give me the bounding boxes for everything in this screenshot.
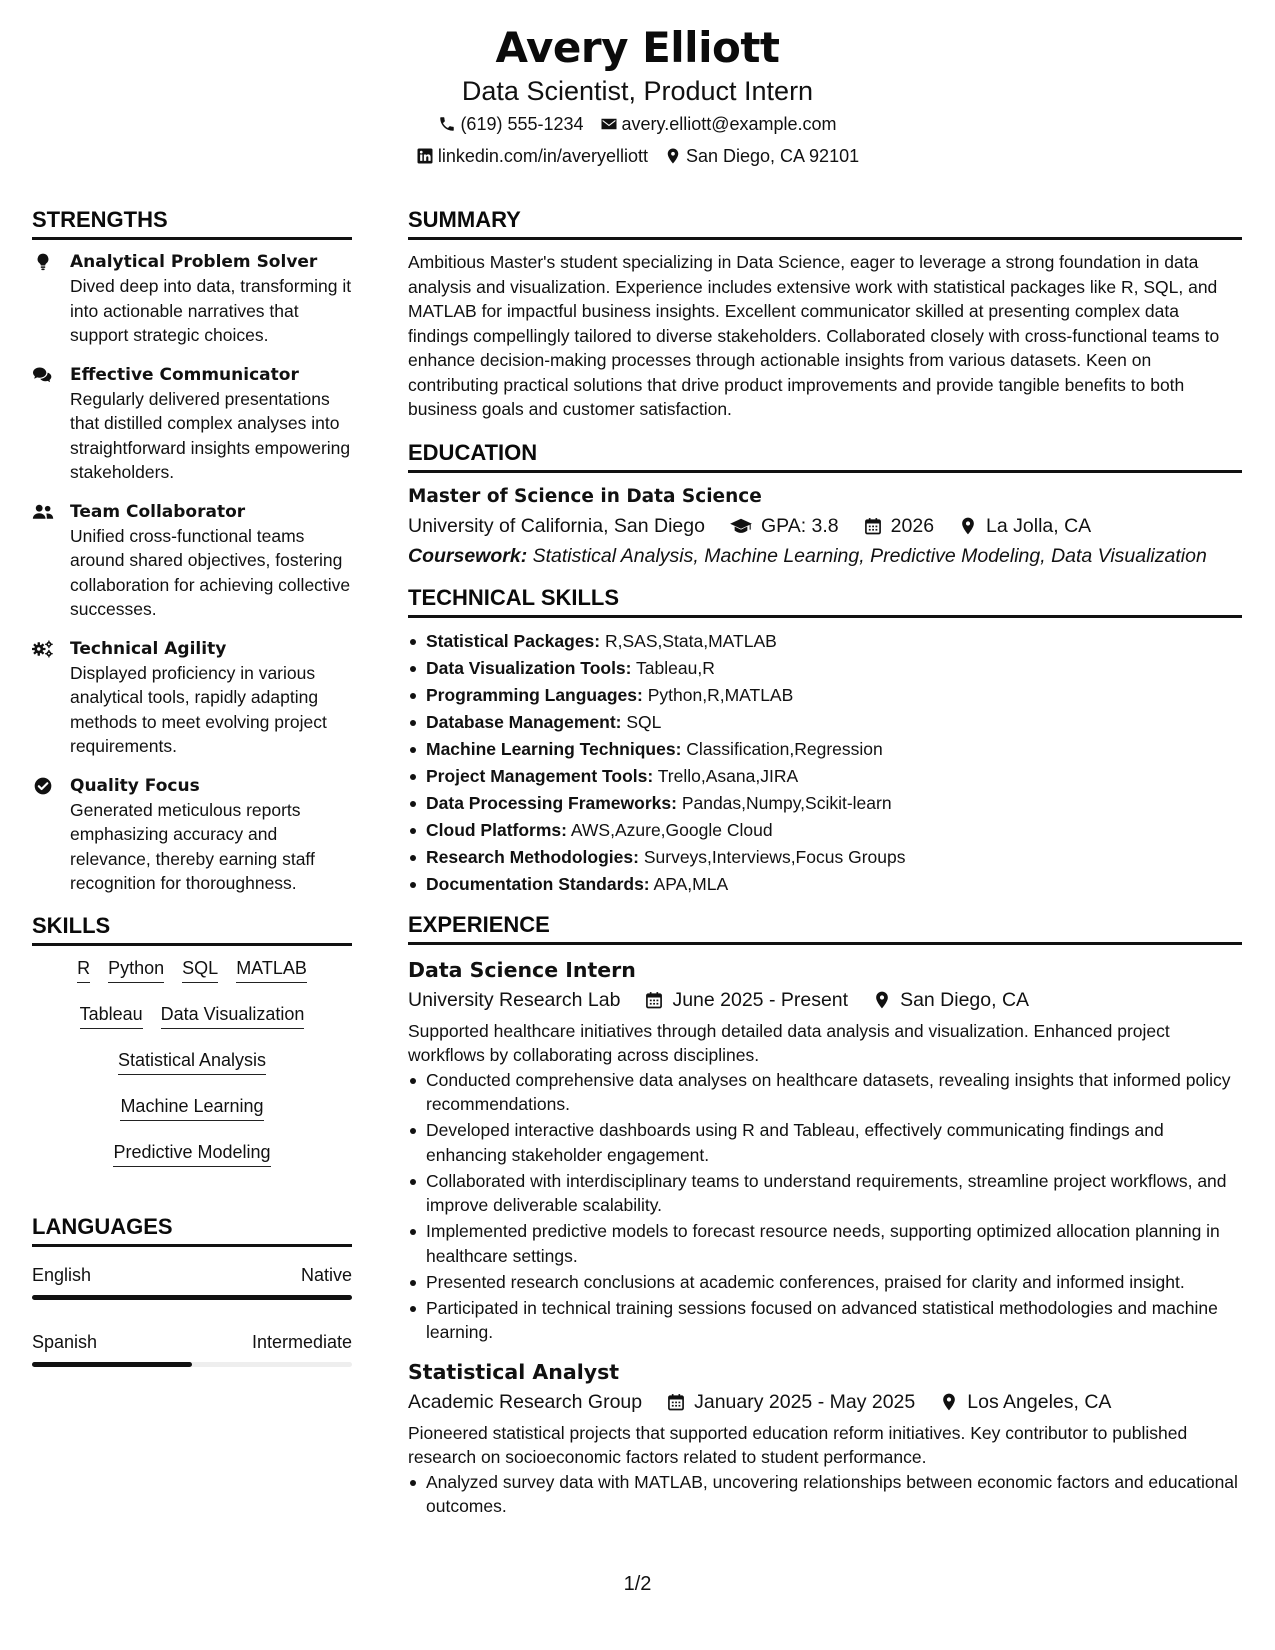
skills-heading: SKILLS — [32, 911, 352, 946]
list-item — [408, 763, 1242, 790]
degree-title: Master of Science in Data Science — [408, 485, 762, 507]
skill-tag: MATLAB — [236, 956, 307, 983]
job-meta — [408, 985, 1242, 1015]
right-column — [408, 205, 1242, 1531]
skill-values: R,SAS,Stata,MATLAB — [605, 630, 777, 651]
skill-tag: SQL — [182, 956, 218, 983]
job-location: Los Angeles, CA — [967, 1390, 1112, 1413]
skill-values: Classification,Regression — [686, 738, 883, 759]
check-circle-icon — [32, 776, 54, 796]
skill-category: Database Management: — [426, 711, 622, 732]
job-bullets — [408, 1470, 1242, 1519]
list-item: Conducted comprehensive data analyses on healthcare datasets, revealing insights that informed policy recommendations. — [408, 1068, 1242, 1117]
skill-tag: R — [77, 956, 90, 983]
strength-title: Analytical Problem Solver — [70, 252, 318, 272]
skill-tag: Python — [108, 956, 164, 983]
technical-skills-list — [408, 628, 1242, 898]
strength-desc: Displayed proficiency in various analytical tools, rapidly adapting methods to meet evolving project requirements. — [70, 662, 327, 756]
summary-heading: SUMMARY — [408, 205, 1242, 240]
strength-desc: Unified cross-functional teams around shared objectives, fostering collaboration for achieving collective successes. — [70, 525, 351, 619]
strength-item — [32, 363, 352, 485]
coursework-label: Coursework: — [408, 544, 528, 567]
skill-tag: Predictive Modeling — [113, 1140, 270, 1167]
skill-values: Surveys,Interviews,Focus Groups — [643, 846, 906, 867]
language-name: Spanish — [32, 1331, 98, 1352]
email-text: avery.elliott@example.com — [621, 114, 837, 134]
location-text: San Diego, CA 92101 — [685, 146, 860, 166]
language-level: Native — [300, 1264, 352, 1285]
graduation-year: 2026 — [890, 514, 935, 537]
list-item — [408, 682, 1242, 709]
skill-values: Trello,Asana,JIRA — [657, 765, 799, 786]
education-heading: EDUCATION — [408, 438, 1242, 473]
strengths-heading: STRENGTHS — [32, 205, 352, 240]
language-bar — [32, 1362, 352, 1367]
users-icon — [32, 502, 54, 522]
left-column — [32, 205, 352, 1385]
phone-contact[interactable] — [438, 108, 583, 140]
job-meta — [408, 1387, 1242, 1417]
job-dates: June 2025 - Present — [672, 988, 849, 1011]
skill-tag: Statistical Analysis — [118, 1048, 266, 1075]
skill-category: Statistical Packages: — [426, 630, 601, 651]
school-location: La Jolla, CA — [986, 514, 1092, 537]
map-marker-icon — [958, 516, 978, 536]
list-item — [408, 817, 1242, 844]
language-item — [32, 1263, 352, 1300]
skill-category: Documentation Standards: — [426, 873, 650, 894]
skill-tag: Tableau — [80, 1002, 143, 1029]
strength-item — [32, 500, 352, 622]
job-title: Data Science Intern — [408, 957, 636, 982]
map-marker-icon — [939, 1392, 959, 1412]
coursework-text: Statistical Analysis, Machine Learning, Predictive Modeling, Data Visualization — [532, 544, 1207, 567]
skill-values: Python,R,MATLAB — [647, 684, 794, 705]
job-description: Supported healthcare initiatives through detailed data analysis and visualization. Enhanced project workflows by collaborating across disciplines. — [408, 1020, 1170, 1065]
job-dates: January 2025 - May 2025 — [694, 1390, 916, 1413]
comments-icon — [32, 365, 54, 385]
calendar-icon — [644, 990, 664, 1010]
strengths-list — [32, 250, 352, 896]
job-title: Statistical Analyst — [408, 1359, 620, 1384]
list-item: Participated in technical training sessions focused on advanced statistical methodologies and machine learning. — [408, 1296, 1242, 1345]
calendar-icon — [666, 1392, 686, 1412]
phone-text: (619) 555-1234 — [460, 114, 584, 134]
school-name: University of California, San Diego — [408, 514, 705, 537]
list-item: Implemented predictive models to forecast resource needs, supporting optimized allocation planning in healthcare settings. — [408, 1219, 1242, 1268]
list-item — [408, 709, 1242, 736]
strength-item — [32, 774, 352, 896]
candidate-title: Data Scientist, Product Intern — [461, 76, 814, 106]
language-level: Intermediate — [251, 1331, 352, 1352]
email-contact[interactable] — [600, 108, 837, 140]
skill-values: APA,MLA — [653, 873, 729, 894]
location-contact — [664, 140, 859, 172]
job-org: University Research Lab — [408, 988, 621, 1011]
map-marker-icon — [872, 990, 892, 1010]
skill-category: Machine Learning Techniques: — [426, 738, 682, 759]
gpa-text: GPA: 3.8 — [760, 514, 839, 537]
list-item: Analyzed survey data with MATLAB, uncovering relationships between economic factors and educational outcomes. — [408, 1470, 1242, 1519]
skill-values: AWS,Azure,Google Cloud — [570, 819, 773, 840]
skill-tag: Machine Learning — [120, 1094, 263, 1121]
job-description: Pioneered statistical projects that supported education reform initiatives. Key contributor to published research on socioeconomic factors related to student performance. — [408, 1422, 1188, 1467]
candidate-name: Avery Elliott — [495, 23, 780, 72]
gears-icon — [32, 639, 54, 659]
job-entry — [408, 955, 1242, 1345]
list-item: Presented research conclusions at academic conferences, praised for clarity and informed insight. — [408, 1270, 1242, 1295]
list-item — [408, 790, 1242, 817]
skill-category: Programming Languages: — [426, 684, 643, 705]
lightbulb-icon — [32, 252, 54, 272]
strength-item — [32, 250, 352, 348]
skill-category: Cloud Platforms: — [426, 819, 567, 840]
job-location: San Diego, CA — [900, 988, 1030, 1011]
list-item: Developed interactive dashboards using R and Tableau, effectively communicating findings and enhancing stakeholder engagement. — [408, 1118, 1242, 1167]
page-number: 1/2 — [623, 1573, 652, 1595]
job-bullets — [408, 1068, 1242, 1345]
list-item — [408, 871, 1242, 898]
job-entry — [408, 1357, 1242, 1519]
list-item — [408, 628, 1242, 655]
linkedin-contact[interactable] — [416, 140, 648, 172]
envelope-icon — [600, 115, 618, 133]
strength-title: Team Collaborator — [70, 501, 246, 522]
skill-category: Project Management Tools: — [426, 765, 654, 786]
contact-row-1 — [0, 108, 1275, 140]
summary-text: Ambitious Master's student specializing in Data Science, eager to leverage a strong foundation in data analysis and visualization. Experience includes extensive work with statistical packages like R, SQL, and MATLAB for impactful business insights. Excellent communicator skilled at presenting complex data findings compellingly tailored to diverse stakeholders. Collaborated closely with cross-functional teams to enhance decision-making processes through actionable insights from various datasets. Keen on contributing practical solutions that drive product improvements and provide tangible benefits to both business goals and customer satisfaction. — [408, 252, 1220, 419]
strength-title: Effective Communicator — [70, 364, 299, 385]
strength-desc: Regularly delivered presentations that distilled complex analyses into straightforward insights empowering stakeholders. — [70, 388, 351, 482]
language-bar-fill — [32, 1295, 352, 1300]
skill-values: Tableau,R — [636, 657, 715, 678]
contact-row-2 — [0, 140, 1275, 172]
technical-skills-heading: TECHNICAL SKILLS — [408, 583, 1242, 618]
language-item — [32, 1330, 352, 1367]
linkedin-icon — [416, 147, 434, 165]
skill-tag: Data Visualization — [161, 1002, 305, 1029]
language-bar — [32, 1295, 352, 1300]
list-item: Collaborated with interdisciplinary teams to understand requirements, streamline project workflows, and improve deliverable scalability. — [408, 1169, 1242, 1218]
graduation-cap-icon — [729, 516, 753, 536]
language-name: English — [32, 1264, 92, 1285]
skill-category: Research Methodologies: — [426, 846, 639, 867]
calendar-icon — [863, 516, 883, 536]
list-item — [408, 736, 1242, 763]
strength-item — [32, 637, 352, 759]
strength-title: Quality Focus — [70, 775, 200, 796]
map-marker-icon — [664, 147, 682, 165]
phone-icon — [438, 115, 456, 133]
resume-header — [0, 22, 1275, 172]
strength-title: Technical Agility — [70, 638, 227, 659]
list-item — [408, 844, 1242, 871]
skill-values: Pandas,Numpy,Scikit-learn — [681, 792, 892, 813]
languages-heading: LANGUAGES — [32, 1212, 352, 1247]
education-meta — [408, 511, 1242, 541]
skill-values: SQL — [626, 711, 662, 732]
list-item — [408, 655, 1242, 682]
coursework-line — [408, 541, 1242, 571]
language-bar-fill — [32, 1362, 192, 1367]
skills-tags — [32, 956, 352, 1186]
strength-desc: Generated meticulous reports emphasizing accuracy and relevance, thereby earning staff recognition for thoroughness. — [70, 799, 315, 893]
job-org: Academic Research Group — [408, 1390, 643, 1413]
skill-category: Data Visualization Tools: — [426, 657, 632, 678]
skill-category: Data Processing Frameworks: — [426, 792, 677, 813]
linkedin-text: linkedin.com/in/averyelliott — [437, 146, 648, 166]
experience-heading: EXPERIENCE — [408, 910, 1242, 945]
strength-desc: Dived deep into data, transforming it into actionable narratives that support strategic choices. — [70, 276, 352, 345]
